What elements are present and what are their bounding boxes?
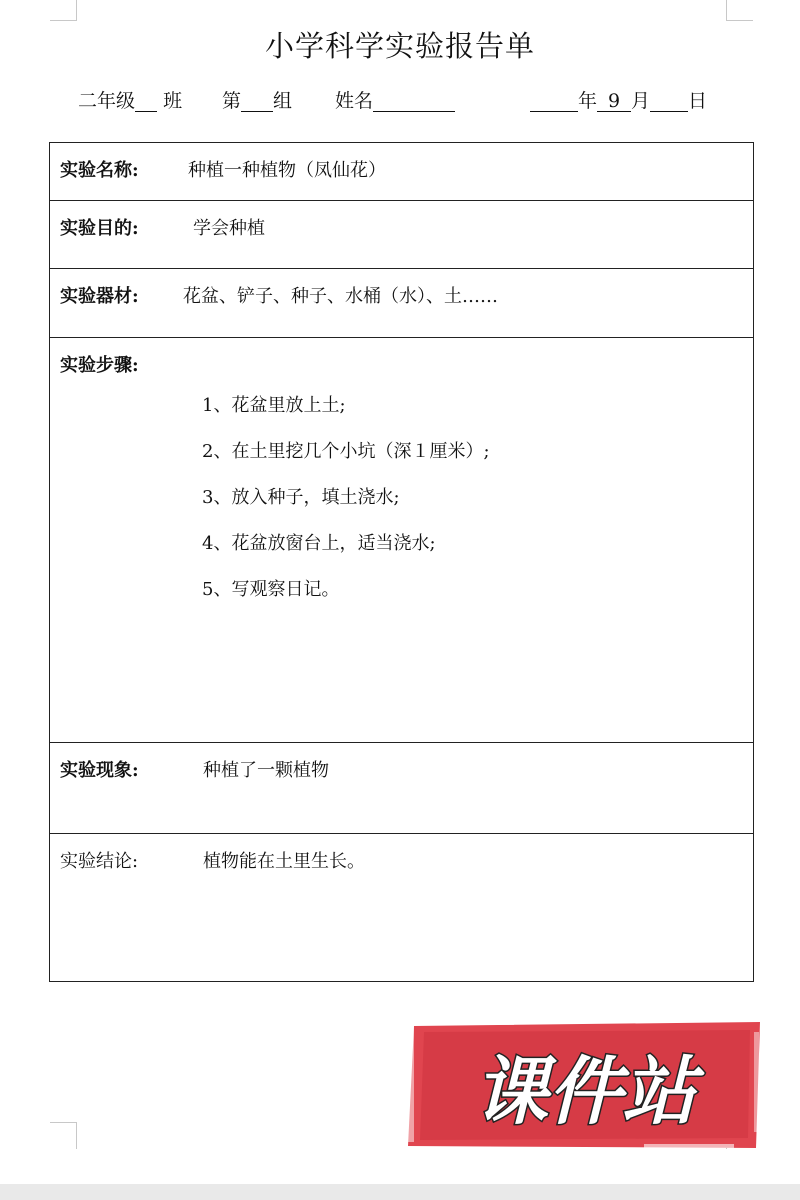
experiment-materials-value: 花盆、铲子、种子、水桶（水）、土……	[183, 286, 498, 307]
class-label: 班	[163, 90, 183, 112]
group-prefix: 第	[222, 90, 242, 112]
cell-experiment-phenomenon	[50, 743, 754, 834]
report-table	[49, 142, 754, 982]
window-bottom-bar	[0, 1184, 800, 1200]
watermark-stamp	[404, 1018, 766, 1154]
experiment-purpose-label: 实验目的:	[60, 218, 139, 239]
cell-experiment-steps	[50, 338, 754, 743]
grade-field	[78, 86, 182, 113]
step-item: 2、在土里挖几个小坑（深１厘米）;	[202, 441, 490, 462]
cell-experiment-conclusion	[50, 834, 754, 982]
experiment-steps-label: 实验步骤:	[60, 355, 139, 376]
experiment-conclusion-label: 实验结论:	[60, 851, 139, 872]
page-corner-mark	[726, 0, 753, 21]
day-label: 日	[688, 90, 708, 112]
experiment-name-value: 种植一种植物（凤仙花）	[188, 160, 386, 181]
cell-experiment-purpose	[50, 201, 754, 269]
day-blank	[650, 91, 688, 112]
grade-blank	[135, 91, 157, 112]
watermark-text: 课件站	[474, 1049, 696, 1135]
group-blank	[241, 91, 273, 112]
row-experiment-materials	[50, 269, 754, 338]
step-item: 5、写观察日记。	[202, 579, 340, 600]
date-field	[530, 86, 707, 113]
experiment-materials-label: 实验器材:	[60, 286, 139, 307]
cell-experiment-name	[50, 143, 754, 201]
group-field	[222, 86, 292, 113]
step-item: 3、放入种子，填土浇水;	[202, 487, 400, 508]
month-value: 9	[597, 91, 631, 112]
cell-experiment-materials	[50, 269, 754, 338]
row-experiment-phenomenon	[50, 743, 754, 834]
step-item: 4、花盆放窗台上，适当浇水;	[202, 533, 436, 554]
experiment-phenomenon-label: 实验现象:	[60, 760, 139, 781]
row-experiment-steps	[50, 338, 754, 743]
row-experiment-purpose	[50, 201, 754, 269]
name-field	[335, 86, 455, 113]
experiment-purpose-value: 学会种植	[193, 218, 265, 239]
page-title: 小学科学实验报告单	[264, 29, 535, 63]
year-label: 年	[578, 90, 598, 112]
step-item: 1、花盆里放上土;	[202, 395, 346, 416]
name-label: 姓名	[335, 90, 374, 112]
year-blank	[530, 91, 578, 112]
name-blank	[373, 91, 455, 112]
row-experiment-conclusion	[50, 834, 754, 982]
group-suffix: 组	[273, 90, 293, 112]
row-experiment-name	[50, 143, 754, 201]
grade-prefix: 二年级	[78, 90, 136, 112]
experiment-name-label: 实验名称:	[60, 160, 139, 181]
page-corner-mark	[50, 0, 77, 21]
experiment-phenomenon-value: 种植了一颗植物	[203, 760, 329, 781]
page-corner-mark	[50, 1122, 77, 1149]
month-label: 月	[631, 90, 651, 112]
experiment-conclusion-value: 植物能在土里生长。	[203, 851, 365, 872]
steps-list	[202, 394, 490, 624]
